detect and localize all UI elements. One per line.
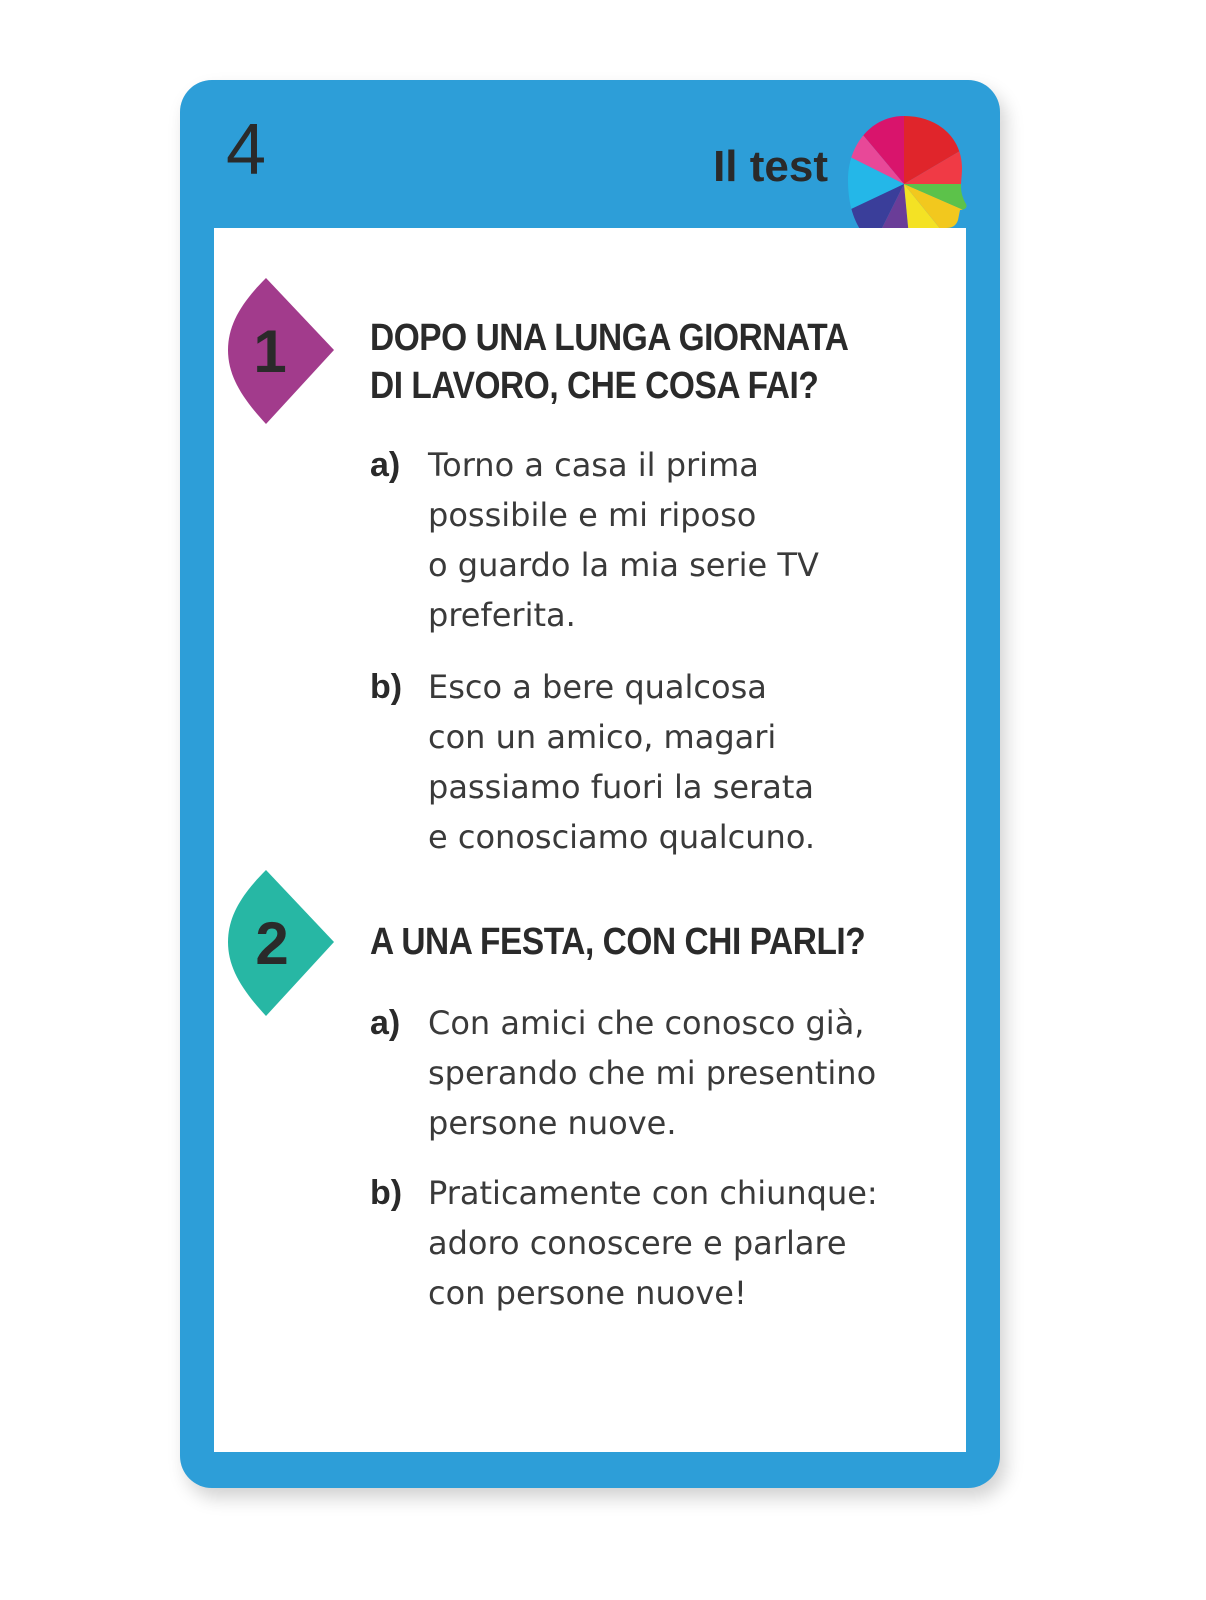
answer-text: Torno a casa il prima possibile e mi riposo o guardo la mia serie TV preferita. <box>428 446 819 634</box>
answer-letter: b) <box>370 668 403 706</box>
question-2-number: 2 <box>255 910 289 977</box>
content-panel <box>214 228 966 1452</box>
answer-text: Praticamente con chiunque: adoro conoscere e parlare con persone nuove! <box>428 1174 878 1312</box>
question-1-number: 1 <box>253 318 287 385</box>
card-number: 4 <box>226 110 267 190</box>
answer-letter: a) <box>370 1004 401 1042</box>
answer-letter: b) <box>370 1174 403 1212</box>
answer-text: Esco a bere qualcosa con un amico, magari passiamo fuori la serata e conosciamo qualcuno. <box>428 668 816 856</box>
question-1-marker <box>228 278 338 428</box>
question-2-title: A UNA FESTA, CON CHI PARLI? <box>370 921 866 963</box>
answer-letter: a) <box>370 446 401 484</box>
card-label: Il test <box>713 142 828 191</box>
test-card <box>180 80 1000 1488</box>
question-1-title: DOPO UNA LUNGA GIORNATA DI LAVORO, CHE COSA FAI? <box>370 317 849 407</box>
answer-text: Con amici che conosco già, sperando che mi presentino persone nuove. <box>428 1004 877 1142</box>
question-2-marker <box>228 870 338 1020</box>
